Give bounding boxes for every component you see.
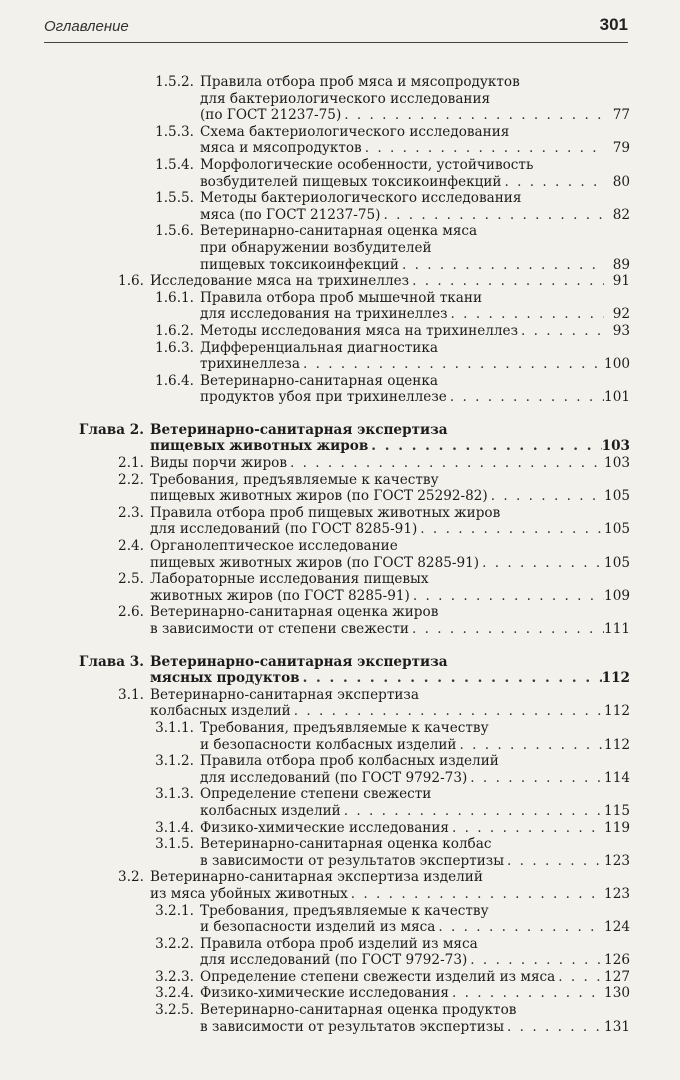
toc-entry-number: 3.1.: [118, 686, 144, 703]
toc-page-number: 127: [604, 968, 630, 985]
toc-page-number: 91: [612, 273, 630, 290]
toc-entry-title: (по ГОСТ 21237-75): [200, 107, 342, 124]
dot-leader: [348, 886, 604, 903]
toc-entry-title: Ветеринарно-санитарная оценка жиров: [150, 604, 439, 621]
toc-entry-title: Ветеринарно-санитарная экспертиза изделий: [150, 869, 483, 886]
toc-entry-number: 3.2.1.: [155, 902, 194, 919]
toc-entry-number: Глава 2.: [79, 421, 144, 438]
toc-page-number: 112: [604, 703, 630, 720]
dot-leader: [417, 521, 604, 538]
toc-entry-number: 1.5.5.: [155, 190, 194, 207]
toc-entry-title: колбасных изделий: [200, 802, 341, 819]
toc-entry-title: для исследований (по ГОСТ 9792-73): [200, 952, 468, 969]
toc-entry-number: 3.1.4.: [155, 819, 194, 836]
toc-entry-title: Физико-химические исследования: [200, 819, 449, 836]
toc-page-number: 112: [601, 670, 630, 687]
toc-entry-title: Ветеринарно-санитарная экспертиза: [150, 421, 448, 438]
dot-leader: [287, 455, 604, 472]
dot-leader: [479, 555, 604, 572]
toc-entry-title: возбудителей пищевых токсикоинфекций: [200, 173, 502, 190]
dot-leader: [467, 770, 604, 787]
toc-entry-number: 1.6.: [118, 273, 144, 290]
toc-entry-number: 3.1.1.: [155, 719, 194, 736]
dot-leader: [467, 952, 604, 969]
toc-entry-title: пищевых животных жиров: [150, 438, 369, 455]
toc-page-number: 111: [604, 621, 630, 637]
toc-entry-title: Правила отбора проб изделий из мяса: [200, 935, 478, 952]
toc-entry-title: Методы исследования мяса на трихинеллез: [200, 322, 518, 339]
dot-leader: [456, 737, 604, 754]
dot-leader: [488, 488, 604, 505]
toc-entry[interactable]: [70, 157, 630, 190]
toc-page-number: 105: [604, 488, 630, 505]
toc-page-number: 124: [604, 919, 630, 936]
toc-entry-title: Определение степени свежести изделий из мяса: [200, 968, 556, 985]
dot-leader: [380, 207, 604, 224]
toc-entry-title: Правила отбора проб пищевых животных жиров: [150, 504, 501, 521]
toc-entry-title: пищевых токсикоинфекций: [200, 256, 399, 273]
toc-entry-number: 3.2.4.: [155, 985, 194, 1002]
toc-entry-number: 3.2.: [118, 869, 144, 886]
dot-leader: [368, 438, 601, 455]
toc-entry-title: Морфологические особенности, устойчивость: [200, 156, 534, 173]
toc-entry-number: 2.5.: [118, 571, 144, 588]
toc-page-number: 130: [604, 985, 630, 1002]
toc-entry-title: пищевых животных жиров (по ГОСТ 25292-82): [150, 488, 488, 505]
dot-leader: [341, 803, 604, 820]
page-number: 301: [599, 15, 628, 34]
toc-entry-title: Схема бактериологического исследования: [200, 123, 510, 140]
toc-entry[interactable]: [70, 538, 630, 571]
dot-leader: [291, 703, 604, 720]
toc-entry-title: и безопасности колбасных изделий: [200, 736, 457, 753]
toc-page-number: 119: [604, 819, 630, 836]
toc-page-number: 123: [604, 885, 630, 902]
toc-entry-title: Ветеринарно-санитарная оценка: [200, 372, 438, 389]
toc-entry-title: пищевых животных жиров (по ГОСТ 8285-91): [150, 554, 480, 571]
toc-page-number: 92: [612, 306, 630, 323]
toc-entry-title: Органолептическое исследование: [150, 538, 398, 555]
toc-entry-number: 1.6.4.: [155, 372, 194, 389]
dot-leader: [501, 174, 604, 191]
toc-entry-number: 1.5.2.: [155, 74, 194, 90]
toc-entry-title: для бактериологического исследования: [200, 90, 491, 107]
toc-entry[interactable]: [70, 290, 630, 323]
toc-entry[interactable]: [70, 340, 630, 373]
toc-entry-number: 1.5.6.: [155, 223, 194, 240]
toc-entry-title: из мяса убойных животных: [150, 885, 348, 902]
toc-entry-title: Ветеринарно-санитарная оценка продуктов: [200, 1002, 517, 1019]
toc-chapter-entry[interactable]: [70, 422, 630, 455]
running-head-title: Оглавление: [44, 18, 129, 35]
toc-page-number: 103: [604, 455, 630, 472]
toc-entry-title: для исследований (по ГОСТ 8285-91): [150, 521, 418, 538]
dot-leader: [435, 919, 604, 936]
toc-entry[interactable]: [70, 273, 630, 290]
toc-entry-number: 2.4.: [118, 538, 144, 555]
dot-leader: [362, 140, 604, 157]
toc-entry-number: 2.2.: [118, 471, 144, 488]
toc-entry-title: Лабораторные исследования пищевых: [150, 571, 429, 588]
dot-leader: [410, 588, 604, 605]
toc-entry-number: 1.5.4.: [155, 156, 194, 173]
toc-page-number: 112: [604, 736, 630, 753]
dot-leader: [504, 1019, 604, 1036]
toc-entry-title: Ветеринарно-санитарная оценка колбас: [200, 836, 492, 853]
toc-entry[interactable]: [70, 604, 630, 637]
toc-entry[interactable]: [70, 687, 630, 720]
toc-entry[interactable]: [70, 74, 630, 124]
toc-entry-number: Глава 3.: [79, 653, 144, 670]
toc-page-number: 105: [604, 521, 630, 538]
toc-entry-title: мяса (по ГОСТ 21237-75): [200, 206, 381, 223]
toc-entry-title: Правила отбора проб мышечной ткани: [200, 289, 483, 306]
dot-leader: [504, 853, 604, 870]
toc-page-number: 126: [604, 952, 630, 969]
toc-page-number: 131: [604, 1018, 630, 1035]
dot-leader: [399, 257, 604, 274]
toc-entry[interactable]: [70, 472, 630, 505]
dot-leader: [300, 670, 602, 687]
toc-entry-number: 3.1.5.: [155, 836, 194, 853]
toc-entry-number: 1.6.3.: [155, 339, 194, 356]
toc-entry-title: трихинеллеза: [200, 356, 300, 373]
toc-entry-number: 3.1.2.: [155, 753, 194, 770]
toc-page-number: 101: [604, 389, 630, 406]
dot-leader: [300, 356, 604, 373]
toc-entry[interactable]: [70, 969, 630, 986]
toc-entry-title: Определение степени свежести: [200, 786, 432, 803]
toc-entry[interactable]: [70, 936, 630, 969]
dot-leader: [555, 969, 604, 986]
toc-page-number: 93: [612, 322, 630, 339]
toc-entry-title: Ветеринарно-санитарная экспертиза: [150, 653, 448, 670]
chapter-gap: [70, 638, 630, 654]
toc-page-number: 103: [601, 438, 630, 455]
toc-entry-title: для исследований (по ГОСТ 9792-73): [200, 769, 468, 786]
toc-page-number: 82: [612, 206, 630, 223]
toc-entry-title: Ветеринарно-санитарная экспертиза: [150, 686, 419, 703]
dot-leader: [341, 107, 604, 124]
toc-page-number: 123: [604, 852, 630, 869]
toc-entry[interactable]: [70, 223, 630, 273]
dot-leader: [449, 985, 604, 1002]
toc-entry[interactable]: [70, 820, 630, 837]
toc-chapter-entry[interactable]: [70, 654, 630, 687]
toc-entry-title: в зависимости от степени свежести: [150, 621, 409, 637]
toc-entry-title: продуктов убоя при трихинеллезе: [200, 389, 447, 406]
dot-leader: [449, 820, 604, 837]
toc-entry-title: Правила отбора проб мяса и мясопродуктов: [200, 74, 520, 90]
toc-entry-title: Исследование мяса на трихинеллез: [150, 273, 410, 290]
dot-leader: [409, 621, 604, 638]
toc-entry[interactable]: [70, 124, 630, 157]
toc-entry-title: в зависимости от результатов экспертизы: [200, 1018, 505, 1035]
table-of-contents: [70, 74, 630, 1035]
dot-leader: [518, 323, 604, 340]
toc-entry[interactable]: [70, 720, 630, 753]
dot-leader: [447, 389, 604, 406]
toc-entry[interactable]: [70, 323, 630, 340]
toc-entry-title: мяса и мясопродуктов: [200, 140, 362, 157]
toc-entry-title: Требования, предъявляемые к качеству: [200, 719, 489, 736]
dot-leader: [409, 273, 604, 290]
toc-entry-title: и безопасности изделий из мяса: [200, 919, 436, 936]
toc-entry-number: 3.1.3.: [155, 786, 194, 803]
toc-page-number: 89: [612, 256, 630, 273]
toc-page-number: 80: [612, 173, 630, 190]
page-header: [44, 14, 628, 43]
toc-entry-number: 3.2.2.: [155, 935, 194, 952]
toc-entry-title: Требования, предъявляемые к качеству: [200, 902, 489, 919]
toc-entry[interactable]: [70, 1002, 630, 1035]
toc-entry-title: Методы бактериологического исследования: [200, 190, 522, 207]
chapter-gap: [70, 406, 630, 422]
toc-entry-number: 2.1.: [118, 455, 144, 472]
toc-entry[interactable]: [70, 571, 630, 604]
toc-entry-title: Физико-химические исследования: [200, 985, 449, 1002]
toc-entry-number: 1.6.2.: [155, 322, 194, 339]
toc-page-number: 115: [604, 802, 630, 819]
toc-entry-number: 1.5.3.: [155, 123, 194, 140]
toc-entry-title: Правила отбора проб колбасных изделий: [200, 753, 499, 770]
toc-page-number: 114: [604, 769, 630, 786]
toc-entry[interactable]: [70, 836, 630, 869]
dot-leader: [448, 306, 604, 323]
toc-entry[interactable]: [70, 190, 630, 223]
toc-entry[interactable]: [70, 373, 630, 406]
toc-entry-title: колбасных изделий: [150, 703, 291, 720]
toc-page-number: 79: [612, 140, 630, 157]
toc-entry-title: Виды порчи жиров: [150, 455, 287, 472]
toc-entry-title: для исследования на трихинеллез: [200, 306, 448, 323]
toc-entry[interactable]: [70, 455, 630, 472]
toc-entry-title: Ветеринарно-санитарная оценка мяса: [200, 223, 478, 240]
toc-entry-title: в зависимости от результатов экспертизы: [200, 852, 505, 869]
toc-entry-title: мясных продуктов: [150, 670, 300, 687]
toc-entry-number: 1.6.1.: [155, 289, 194, 306]
toc-entry[interactable]: [70, 786, 630, 819]
toc-entry-title: при обнаружении возбудителей: [200, 239, 432, 256]
toc-entry[interactable]: [70, 869, 630, 902]
toc-entry-title: Требования, предъявляемые к качеству: [150, 471, 439, 488]
toc-page-number: 77: [612, 107, 630, 124]
toc-page-number: 100: [604, 356, 630, 373]
toc-entry[interactable]: [70, 505, 630, 538]
toc-page-number: 109: [604, 587, 630, 604]
toc-entry[interactable]: [70, 903, 630, 936]
toc-entry-number: 3.2.5.: [155, 1002, 194, 1019]
toc-page-number: 105: [604, 554, 630, 571]
toc-entry-title: Дифференциальная диагностика: [200, 339, 438, 356]
toc-entry[interactable]: [70, 753, 630, 786]
toc-entry-title: животных жиров (по ГОСТ 8285-91): [150, 587, 410, 604]
toc-entry-number: 2.6.: [118, 604, 144, 621]
toc-entry-number: 2.3.: [118, 504, 144, 521]
toc-entry-number: 3.2.3.: [155, 968, 194, 985]
toc-entry[interactable]: [70, 985, 630, 1002]
